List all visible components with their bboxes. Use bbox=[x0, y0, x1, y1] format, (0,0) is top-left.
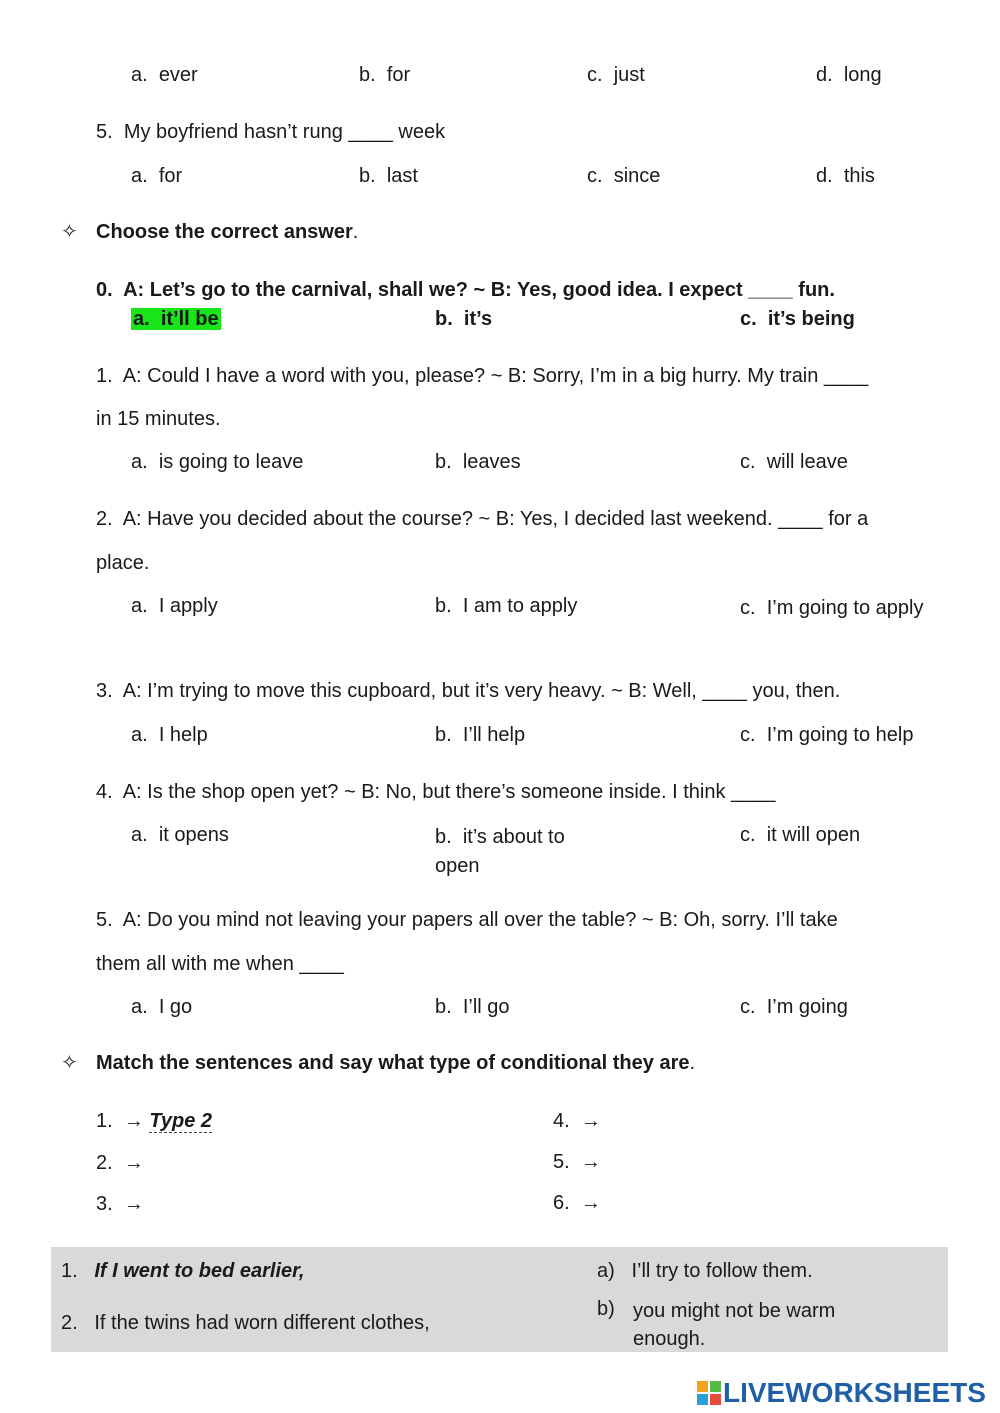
q3-option-b[interactable]: b. I’ll help bbox=[435, 724, 526, 746]
option-4d[interactable]: d. long bbox=[816, 64, 882, 86]
section-heading-choose: Choose the correct answer. bbox=[96, 221, 359, 243]
example-option-a[interactable]: a. it’ll be bbox=[133, 308, 219, 330]
answer-slot-1[interactable]: 1. → Type 2 bbox=[96, 1110, 212, 1132]
sparkle-icon: ✧ bbox=[61, 221, 78, 243]
question-1-prompt-cont: in 15 minutes. bbox=[96, 408, 221, 430]
q3-option-c[interactable]: c. I’m going to help bbox=[740, 724, 914, 746]
answer-slot-3[interactable]: 3. → bbox=[96, 1193, 144, 1215]
q2-option-c[interactable]: c. I’m going to apply bbox=[740, 597, 924, 619]
option-4b[interactable]: b. for bbox=[359, 64, 411, 86]
answer-value-1[interactable]: Type 2 bbox=[149, 1110, 212, 1132]
q5-option-a[interactable]: a. I go bbox=[131, 996, 193, 1018]
option-5b[interactable]: b. last bbox=[359, 165, 418, 187]
q1-option-a[interactable]: a. is going to leave bbox=[131, 451, 304, 473]
sparkle-icon: ✧ bbox=[61, 1052, 78, 1074]
answer-slot-5[interactable]: 5. → bbox=[553, 1151, 601, 1173]
question-5-prompt: 5. My boyfriend hasn’t rung ____ week bbox=[96, 121, 446, 143]
section-heading-match: Match the sentences and say what type of conditional they are. bbox=[96, 1052, 696, 1074]
q1-option-b[interactable]: b. leaves bbox=[435, 451, 521, 473]
option-5a[interactable]: a. for bbox=[131, 165, 183, 187]
question-2-prompt: 2. A: Have you decided about the course? ~ B: Yes, I decided last weekend. ____ for a bbox=[96, 508, 869, 530]
logo-wordmark: LIVEWORKSHEETS bbox=[723, 1377, 986, 1408]
match-left-2: 2. If the twins had worn different clothes, bbox=[61, 1312, 430, 1334]
question-5b-prompt: 5. A: Do you mind not leaving your papers all over the table? ~ B: Oh, sorry. I’ll take bbox=[96, 909, 838, 931]
q3-option-a[interactable]: a. I help bbox=[131, 724, 208, 746]
logo-mark-icon bbox=[697, 1381, 721, 1405]
match-left-1: 1. If I went to bed earlier, bbox=[61, 1260, 305, 1282]
example-question-prompt: 0. A: Let’s go to the carnival, shall we? ~ B: Yes, good idea. I expect ____ fun. bbox=[96, 279, 835, 301]
q5-option-c[interactable]: c. I’m going bbox=[740, 996, 848, 1018]
q2-option-a[interactable]: a. I apply bbox=[131, 595, 218, 617]
liveworksheets-logo bbox=[697, 1376, 986, 1410]
q4-option-b[interactable]: b. it’s about to open bbox=[435, 826, 565, 877]
example-option-b[interactable]: b. it’s bbox=[435, 308, 493, 330]
q4-option-a[interactable]: a. it opens bbox=[131, 824, 229, 846]
match-right-b-text: you might not be warm enough. bbox=[633, 1300, 836, 1350]
option-4c[interactable]: c. just bbox=[587, 64, 645, 86]
q5-option-b[interactable]: b. I’ll go bbox=[435, 996, 510, 1018]
q2-option-b[interactable]: b. I am to apply bbox=[435, 595, 578, 617]
option-5d[interactable]: d. this bbox=[816, 165, 875, 187]
answer-slot-4[interactable]: 4. → bbox=[553, 1110, 601, 1132]
question-2-prompt-cont: place. bbox=[96, 552, 150, 574]
question-3-prompt: 3. A: I’m trying to move this cupboard, but it’s very heavy. ~ B: Well, ____ you, then. bbox=[96, 680, 841, 702]
option-5c[interactable]: c. since bbox=[587, 165, 661, 187]
answer-slot-6[interactable]: 6. → bbox=[553, 1192, 601, 1214]
match-right-a: a) I’ll try to follow them. bbox=[597, 1260, 813, 1282]
question-4-prompt: 4. A: Is the shop open yet? ~ B: No, but there’s someone inside. I think ____ bbox=[96, 781, 776, 803]
question-5b-prompt-cont: them all with me when ____ bbox=[96, 953, 344, 975]
answer-slot-2[interactable]: 2. → bbox=[96, 1152, 144, 1174]
q1-option-c[interactable]: c. will leave bbox=[740, 451, 848, 473]
option-4a[interactable]: a. ever bbox=[131, 64, 198, 86]
question-1-prompt: 1. A: Could I have a word with you, please? ~ B: Sorry, I’m in a big hurry. My train ____ bbox=[96, 365, 869, 387]
q4-option-c[interactable]: c. it will open bbox=[740, 824, 861, 846]
match-right-b-letter: b) bbox=[597, 1298, 615, 1320]
example-option-c[interactable]: c. it’s being bbox=[740, 308, 855, 330]
